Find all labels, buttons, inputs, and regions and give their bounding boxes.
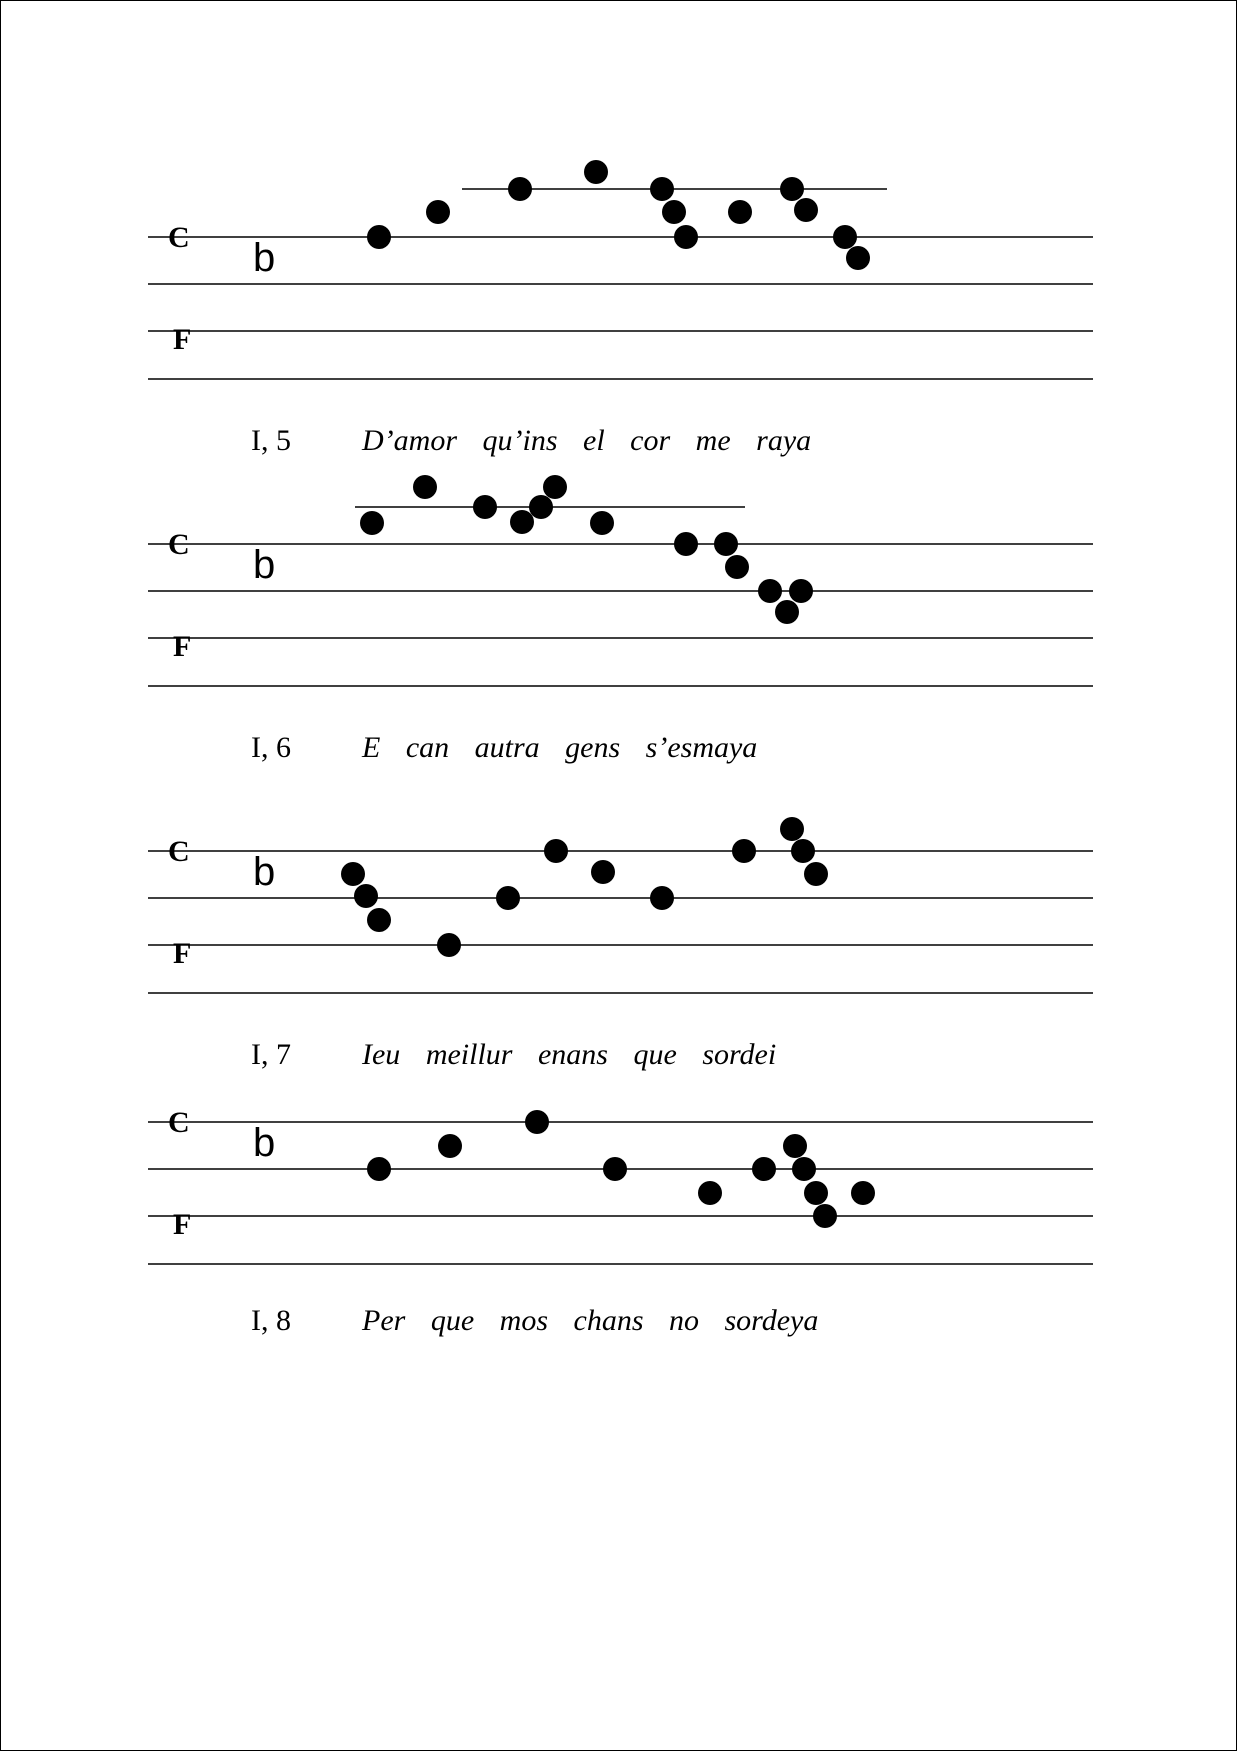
staff-system-4 <box>0 1035 1240 1355</box>
neume <box>728 200 752 224</box>
neume <box>813 1204 837 1228</box>
verse-word: enans <box>537 1038 608 1071</box>
verse-text <box>362 424 837 458</box>
neume <box>662 200 686 224</box>
verse-word: que <box>633 1038 677 1071</box>
neume <box>758 579 782 603</box>
neume <box>804 1181 828 1205</box>
verse-label: I, 5 <box>251 424 291 457</box>
verse-label: I, 8 <box>251 1304 291 1337</box>
neume <box>508 177 532 201</box>
verse-word: sordeya <box>724 1304 819 1337</box>
neume <box>473 495 497 519</box>
flat-sign: b <box>253 1121 276 1165</box>
verse-word: cor <box>630 424 671 457</box>
staff-4 <box>0 1035 1240 1285</box>
neume <box>674 225 698 249</box>
staff-1 <box>0 150 1240 400</box>
neume <box>525 1110 549 1134</box>
verse-text <box>362 731 783 765</box>
c-clef: C <box>168 835 190 868</box>
neume <box>438 1134 462 1158</box>
verse-word: s’esmaya <box>645 731 758 764</box>
verse-word: el <box>583 424 605 457</box>
verse-word: me <box>695 424 731 457</box>
f-clef: F <box>173 323 192 356</box>
verse-word: meillur <box>425 1038 513 1071</box>
neume <box>780 177 804 201</box>
verse-word: qu’ins <box>482 424 558 457</box>
verse-word: que <box>430 1304 475 1337</box>
staff-system-1 <box>0 150 1240 460</box>
neume <box>698 1181 722 1205</box>
neume <box>603 1157 627 1181</box>
f-clef: F <box>173 937 192 970</box>
neume <box>650 886 674 910</box>
neume <box>775 600 799 624</box>
neume <box>529 495 553 519</box>
neume <box>650 177 674 201</box>
neume <box>543 475 567 499</box>
neume <box>426 200 450 224</box>
neume <box>833 225 857 249</box>
neume <box>413 475 437 499</box>
neume <box>544 839 568 863</box>
neume <box>674 532 698 556</box>
neume <box>367 225 391 249</box>
neume <box>437 933 461 957</box>
verse-word: autra <box>474 731 540 764</box>
neume <box>846 246 870 270</box>
c-clef: C <box>168 528 190 561</box>
c-clef: C <box>168 1106 190 1139</box>
verse-label: I, 6 <box>251 731 291 764</box>
staff-3 <box>0 764 1240 1014</box>
verse-word: E <box>362 731 381 764</box>
neume <box>804 862 828 886</box>
neume <box>783 1134 807 1158</box>
staff-system-2 <box>0 457 1240 767</box>
neume <box>792 1157 816 1181</box>
neume <box>794 198 818 222</box>
verse-word: can <box>405 731 450 764</box>
c-clef: C <box>168 221 190 254</box>
verse-label: I, 7 <box>251 1038 291 1071</box>
verse-word: D’amor <box>362 424 457 457</box>
verse-word: raya <box>756 424 812 457</box>
neume <box>714 532 738 556</box>
neume <box>341 862 365 886</box>
flat-sign: b <box>253 236 276 280</box>
neume <box>510 510 534 534</box>
neume <box>780 817 804 841</box>
neume <box>732 839 756 863</box>
flat-sign: b <box>253 543 276 587</box>
verse-text <box>362 1304 844 1338</box>
neume <box>851 1181 875 1205</box>
neume <box>591 860 615 884</box>
neume <box>367 908 391 932</box>
verse-word: Per <box>362 1304 406 1337</box>
neume <box>752 1157 776 1181</box>
neume <box>360 511 384 535</box>
verse-word: sordei <box>702 1038 777 1071</box>
verse-word: chans <box>573 1304 644 1337</box>
neume <box>590 511 614 535</box>
staff-system-3 <box>0 764 1240 1074</box>
neume <box>789 579 813 603</box>
verse-word: no <box>669 1304 699 1337</box>
verse-word: Ieu <box>362 1038 401 1071</box>
flat-sign: b <box>253 850 276 894</box>
staff-2 <box>0 457 1240 707</box>
neume <box>354 884 378 908</box>
neume <box>725 555 749 579</box>
neume <box>367 1157 391 1181</box>
f-clef: F <box>173 630 192 663</box>
neume <box>791 839 815 863</box>
verse-word: gens <box>565 731 621 764</box>
neume <box>496 886 520 910</box>
f-clef: F <box>173 1208 192 1241</box>
verse-word: mos <box>499 1304 548 1337</box>
neume <box>584 160 608 184</box>
